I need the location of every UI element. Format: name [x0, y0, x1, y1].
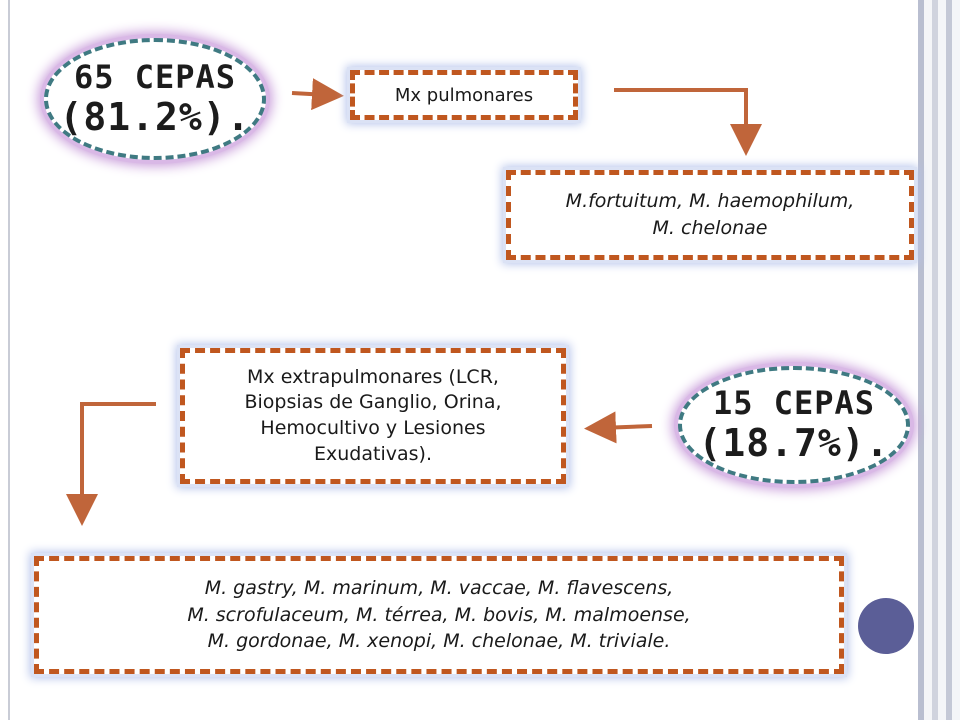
- extrapulmonary-species-line2: M. scrofulaceum, M. térrea, M. bovis, M. malmoense,: [187, 603, 691, 626]
- slide-bullet-circle: [858, 598, 914, 654]
- pulmonary-label: Mx pulmonares: [394, 84, 534, 106]
- ellipse-65-cepas: [44, 38, 266, 160]
- ellipse-top-line1: 65 CEPAS: [73, 57, 237, 96]
- box-pulmonary-species: [506, 170, 914, 260]
- arrow-to-extrapulmonary-species: [82, 404, 156, 510]
- extrapulmonary-line4: Exudativas).: [314, 442, 432, 465]
- pulmonary-species-line1: M.fortuitum, M. haemophilum,: [565, 190, 855, 213]
- decoration-bar: [932, 0, 938, 720]
- arrow-to-pulmonary-species: [614, 90, 746, 140]
- left-rule: [8, 0, 10, 720]
- pulmonary-species-line2: M. chelonae: [652, 217, 768, 239]
- decoration-bar: [918, 0, 924, 720]
- ellipse-bottom-line1: 15 CEPAS: [712, 383, 876, 422]
- box-pulmonary-samples: [350, 70, 578, 120]
- arrow-to-pulmonares: [292, 93, 328, 95]
- extrapulmonary-line1: Mx extrapulmonares (LCR,: [247, 365, 499, 388]
- right-decoration-bars: [918, 0, 960, 720]
- box-extrapulmonary-samples: [180, 348, 566, 484]
- ellipse-15-cepas: [678, 366, 910, 484]
- extrapulmonary-species-line1: M. gastry, M. marinum, M. vaccae, M. flavescens,: [204, 577, 674, 600]
- box-extrapulmonary-species: [34, 556, 844, 674]
- extrapulmonary-line2: Biopsias de Ganglio, Orina,: [244, 391, 502, 414]
- ellipse-bottom-line2: (18.7%).: [698, 420, 890, 465]
- decoration-bar: [946, 0, 952, 720]
- extrapulmonary-line3: Hemocultivo y Lesiones: [260, 417, 486, 439]
- extrapulmonary-species-line3: M. gordonae, M. xenopi, M. chelonae, M. triviale.: [207, 630, 671, 653]
- arrow-to-extrapulmonares: [600, 426, 652, 428]
- ellipse-top-line2: (81.2%).: [59, 94, 251, 139]
